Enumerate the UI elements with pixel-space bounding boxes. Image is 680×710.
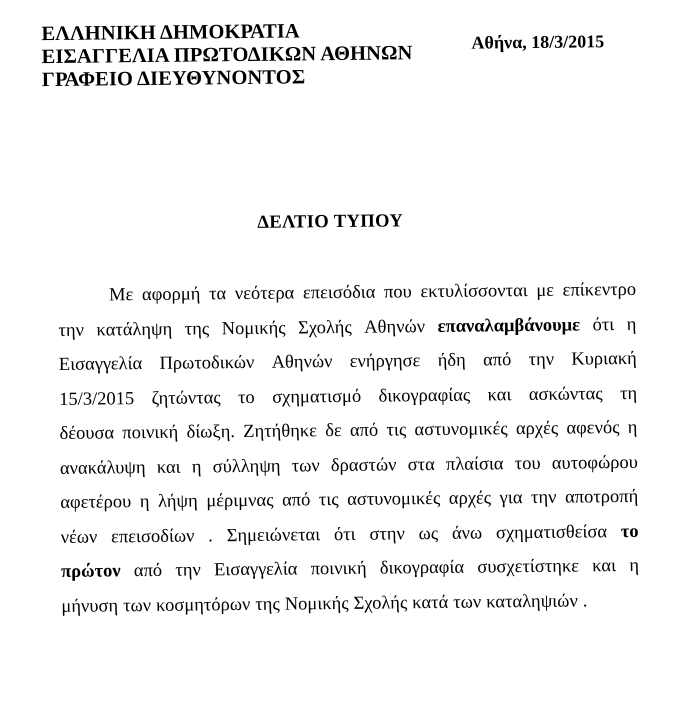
body-word: επεισόδια [302,282,376,304]
body-word: και [592,556,617,577]
body-word: μέριμνας [206,490,274,512]
body-word: αστυνομικές [347,488,441,510]
body-word: Ζητήθηκε [243,421,318,443]
body-word: από [281,490,311,511]
body-word: από [133,560,163,582]
body-word: ότι [592,314,615,335]
body-word: τις [318,490,339,511]
body-paragraph [58,273,640,624]
body-word: για [499,488,523,509]
body-word: ποινική [310,558,367,580]
document-date: Αθήνα, 18/3/2015 [471,31,605,53]
body-word: ως [418,523,439,544]
body-word: ανακάλυψη [59,457,146,479]
body-word: καταληψιών [486,591,578,612]
body-word: δε [325,420,342,442]
body-word: κατάληψη [96,319,173,341]
body-word: δραστών [330,454,397,476]
body-word: ότι [333,524,356,545]
body-word: η [626,314,637,335]
body-word: Εισαγγελία [213,559,298,581]
header-line-republic: ΕΛΛΗΝΙΚΗ ΔΗΜΟΚΡΑΤΙΑ [41,20,300,46]
body-word: την [530,487,557,509]
body-word: σύλληψη [212,456,281,477]
body-word: αστυνομικές [414,419,508,441]
body-word: Αθηνών [364,316,426,338]
body-word: την [58,320,85,341]
emphasized-word: το [620,521,639,542]
body-word: σχηματισθείσα [495,521,608,543]
emphasized-word: επαναλαμβάνουμε [437,314,581,337]
body-word: 15/3/2015 [59,388,135,410]
body-word: το [237,387,255,408]
body-word: η [139,492,150,513]
body-word: την [528,349,555,371]
body-word: νεότερα [234,283,295,305]
body-word: εκτυλίσσονται [420,281,528,303]
body-word: της [255,594,280,615]
body-word: Με [109,285,134,306]
body-word: αρχές [515,418,559,440]
body-word: συσχετίστηκε [477,556,580,578]
body-word: Πρωτοδικών [159,352,255,374]
body-word: λήψη [157,491,198,512]
body-word: την [175,560,201,581]
body-word: της [184,318,210,340]
document-title: ΔΕΛΤΙΟ ΤΥΠΟΥ [257,211,404,233]
body-word: που [383,282,412,303]
body-word: στην [369,523,405,545]
body-word: Αθηνών [271,352,333,373]
body-word: με [536,280,555,301]
body-word: τη [619,383,638,404]
body-word: η [627,417,638,438]
body-word: σχηματισμό [272,386,362,408]
body-word: νέων [60,527,98,548]
body-word: αφορμή [141,284,201,306]
body-word: τα [208,284,227,305]
emphasized-word: πρώτον [60,561,121,582]
body-word: αφενός [566,418,620,439]
body-word: επίκεντρο [562,279,637,301]
body-word: μήνυση [61,595,119,617]
body-word: ζητώντας [151,387,221,409]
issuer-header [41,19,413,92]
body-word: και [487,384,512,405]
body-word: δικογραφία [379,557,465,579]
body-word: από [349,420,379,441]
body-word: ποινική [122,422,179,444]
body-word: . [208,525,213,546]
body-word: δέουσα [59,423,115,444]
body-word: Σχολής [297,317,352,338]
body-word: των [453,592,482,613]
body-word: του [514,453,541,474]
body-word: αυτοφώρου [551,452,638,474]
body-word: και [156,457,181,478]
body-word: δικογραφίας [378,385,471,407]
body-word: Κυριακή [571,348,637,370]
body-word: των [123,595,152,616]
body-word: δίωξη. [186,422,236,443]
body-word: ενήργησε [349,351,421,372]
body-word: των [291,455,320,477]
body-word: Νομικής [284,593,349,615]
body-word: επεισοδίων [111,526,195,547]
body-word: η [629,555,640,576]
header-line-prosecutor-office: ΕΙΣΑΓΓΕΛΙΑ ΠΡΩΤΟΔΙΚΩΝ ΑΘΗΝΩΝ [41,42,413,69]
body-word: κατά [412,592,449,613]
body-word: Σημειώνεται [226,524,321,546]
body-word: Σχολής [353,592,408,614]
body-word: Εισαγγελία [58,354,143,375]
body-word: η [191,456,202,478]
body-word: άνω [451,523,483,544]
body-word: ήδη [437,350,466,371]
body-word: . [582,590,588,611]
body-word: αρχές [448,488,492,509]
header-line-director-office: ΓΡΑΦΕΙΟ ΔΙΕΥΘΥΝΟΝΤΟΣ [41,66,306,92]
body-word: από [482,350,512,371]
body-word: πλαίσια [445,453,504,475]
body-word: Νομικής [221,318,286,339]
body-word: στα [407,454,435,475]
body-word: κοσμητόρων [156,594,251,616]
body-word: αφετέρου [60,492,132,513]
body-word: ασκώντας [528,383,603,405]
body-line [61,583,639,624]
body-word: αποτροπή [564,486,639,508]
body-word: τις [386,420,407,441]
